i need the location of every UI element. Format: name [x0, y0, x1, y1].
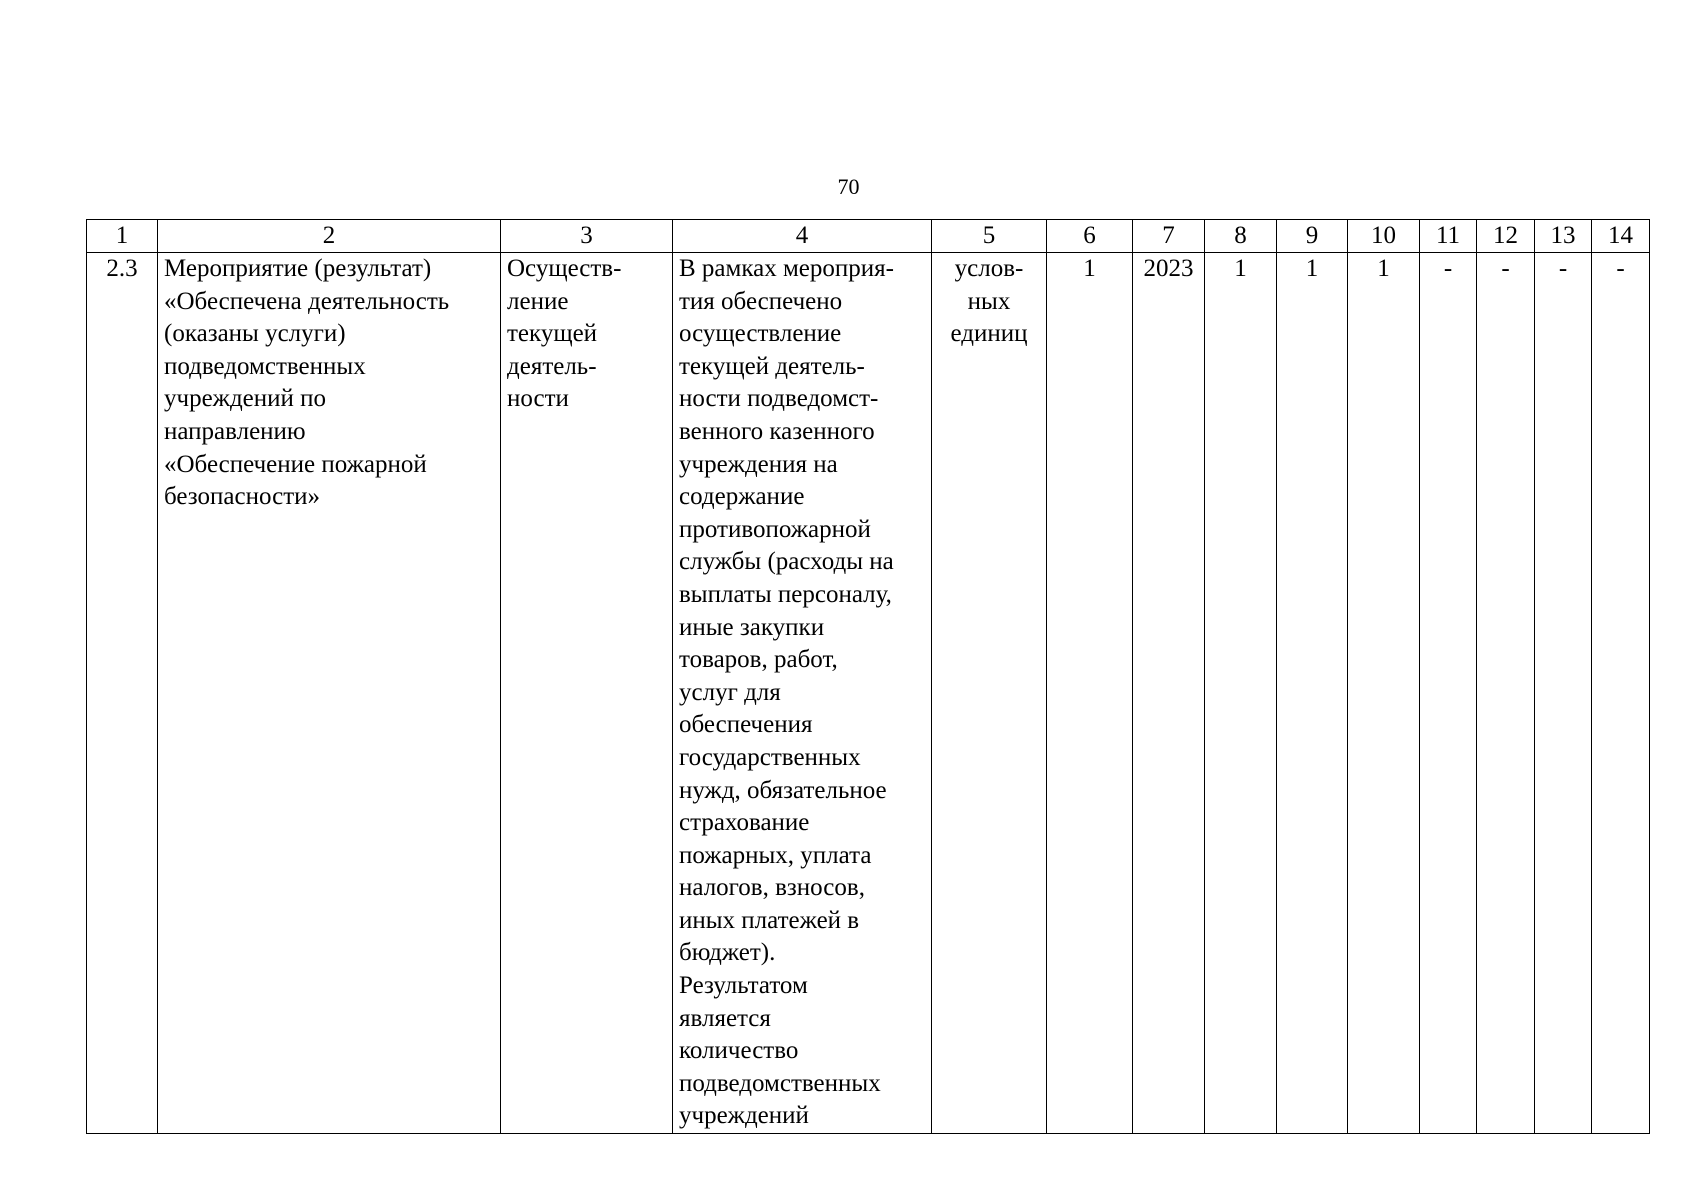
column-header-1: 1 — [87, 220, 158, 253]
column-header-11: 11 — [1420, 220, 1477, 253]
text-line: учреждения на — [679, 450, 838, 478]
cell-value-9: 1 — [1277, 253, 1348, 1134]
text-line: (оказаны услуги) — [164, 320, 346, 348]
text-line: «Обеспечена деятельность — [164, 287, 450, 315]
column-header-5: 5 — [932, 220, 1047, 253]
cell-year: 2023 — [1133, 253, 1205, 1134]
text-line: тия обеспечено — [679, 287, 843, 315]
text-line: единиц — [950, 320, 1028, 348]
text-line: иные закупки — [679, 613, 825, 641]
column-header-12: 12 — [1477, 220, 1535, 253]
text-line: В рамках мероприя- — [679, 255, 894, 282]
text-line: иных платежей в — [679, 906, 860, 934]
text-line: осуществление — [679, 320, 842, 348]
text-line: количество — [679, 1037, 799, 1065]
text-line: текущей деятель- — [679, 352, 865, 380]
cell-number: 2.3 — [87, 253, 158, 1134]
text-line: пожарных, уплата — [679, 841, 872, 869]
cell-value-8: 1 — [1205, 253, 1277, 1134]
text-line: Осуществ- — [507, 255, 622, 282]
text-line: является — [679, 1004, 771, 1032]
column-header-14: 14 — [1592, 220, 1650, 253]
text-line: ности подведомст- — [679, 385, 879, 413]
cell-value-14: - — [1592, 253, 1650, 1134]
column-header-8: 8 — [1205, 220, 1277, 253]
cell-value-12: - — [1477, 253, 1535, 1134]
text-line: венного казенного — [679, 417, 875, 445]
text-line: Результатом — [679, 972, 808, 1000]
text-line: подведомственных — [679, 1069, 881, 1097]
cell-activity-type — [501, 253, 673, 1134]
text-line: услуг для — [679, 678, 781, 706]
text-line: содержание — [679, 483, 805, 511]
column-header-2: 2 — [158, 220, 501, 253]
cell-description — [673, 253, 932, 1134]
text-line: обеспечения — [679, 711, 813, 739]
text-line: направлению — [164, 417, 306, 445]
text-line: бюджет). — [679, 939, 776, 967]
column-header-4: 4 — [673, 220, 932, 253]
text-line: государственных — [679, 743, 861, 771]
column-header-13: 13 — [1535, 220, 1592, 253]
column-header-3: 3 — [501, 220, 673, 253]
text-line: учреждений по — [164, 385, 327, 413]
text-line: услов- — [954, 255, 1024, 282]
data-table — [86, 219, 1650, 1134]
text-line: нужд, обязательное — [679, 776, 887, 804]
cell-activity-name — [158, 253, 501, 1134]
table-row — [87, 253, 1650, 1134]
header-row — [87, 220, 1650, 253]
text-line: «Обеспечение пожарной — [164, 450, 427, 478]
text-line: деятель- — [507, 352, 597, 380]
text-line: выплаты персоналу, — [679, 580, 892, 608]
text-line: Мероприятие (результат) — [164, 255, 432, 282]
column-header-10: 10 — [1348, 220, 1420, 253]
text-line: ности — [507, 385, 569, 413]
cell-value-6: 1 — [1047, 253, 1133, 1134]
column-header-9: 9 — [1277, 220, 1348, 253]
text-line: текущей — [507, 320, 598, 348]
text-line: безопасности» — [164, 483, 320, 511]
text-line: учреждений — [679, 1102, 809, 1130]
text-line: ление — [507, 287, 569, 315]
cell-value-10: 1 — [1348, 253, 1420, 1134]
cell-value-11: - — [1420, 253, 1477, 1134]
text-line: налогов, взносов, — [679, 874, 865, 902]
text-line: службы (расходы на — [679, 548, 894, 576]
column-header-6: 6 — [1047, 220, 1133, 253]
cell-unit — [932, 253, 1047, 1134]
text-line: ных — [967, 287, 1011, 315]
page-number: 70 — [837, 174, 860, 199]
column-header-7: 7 — [1133, 220, 1205, 253]
text-line: страхование — [679, 809, 810, 837]
text-line: подведомственных — [164, 352, 366, 380]
cell-value-13: - — [1535, 253, 1592, 1134]
text-line: противопожарной — [679, 515, 871, 543]
text-line: товаров, работ, — [679, 646, 838, 674]
